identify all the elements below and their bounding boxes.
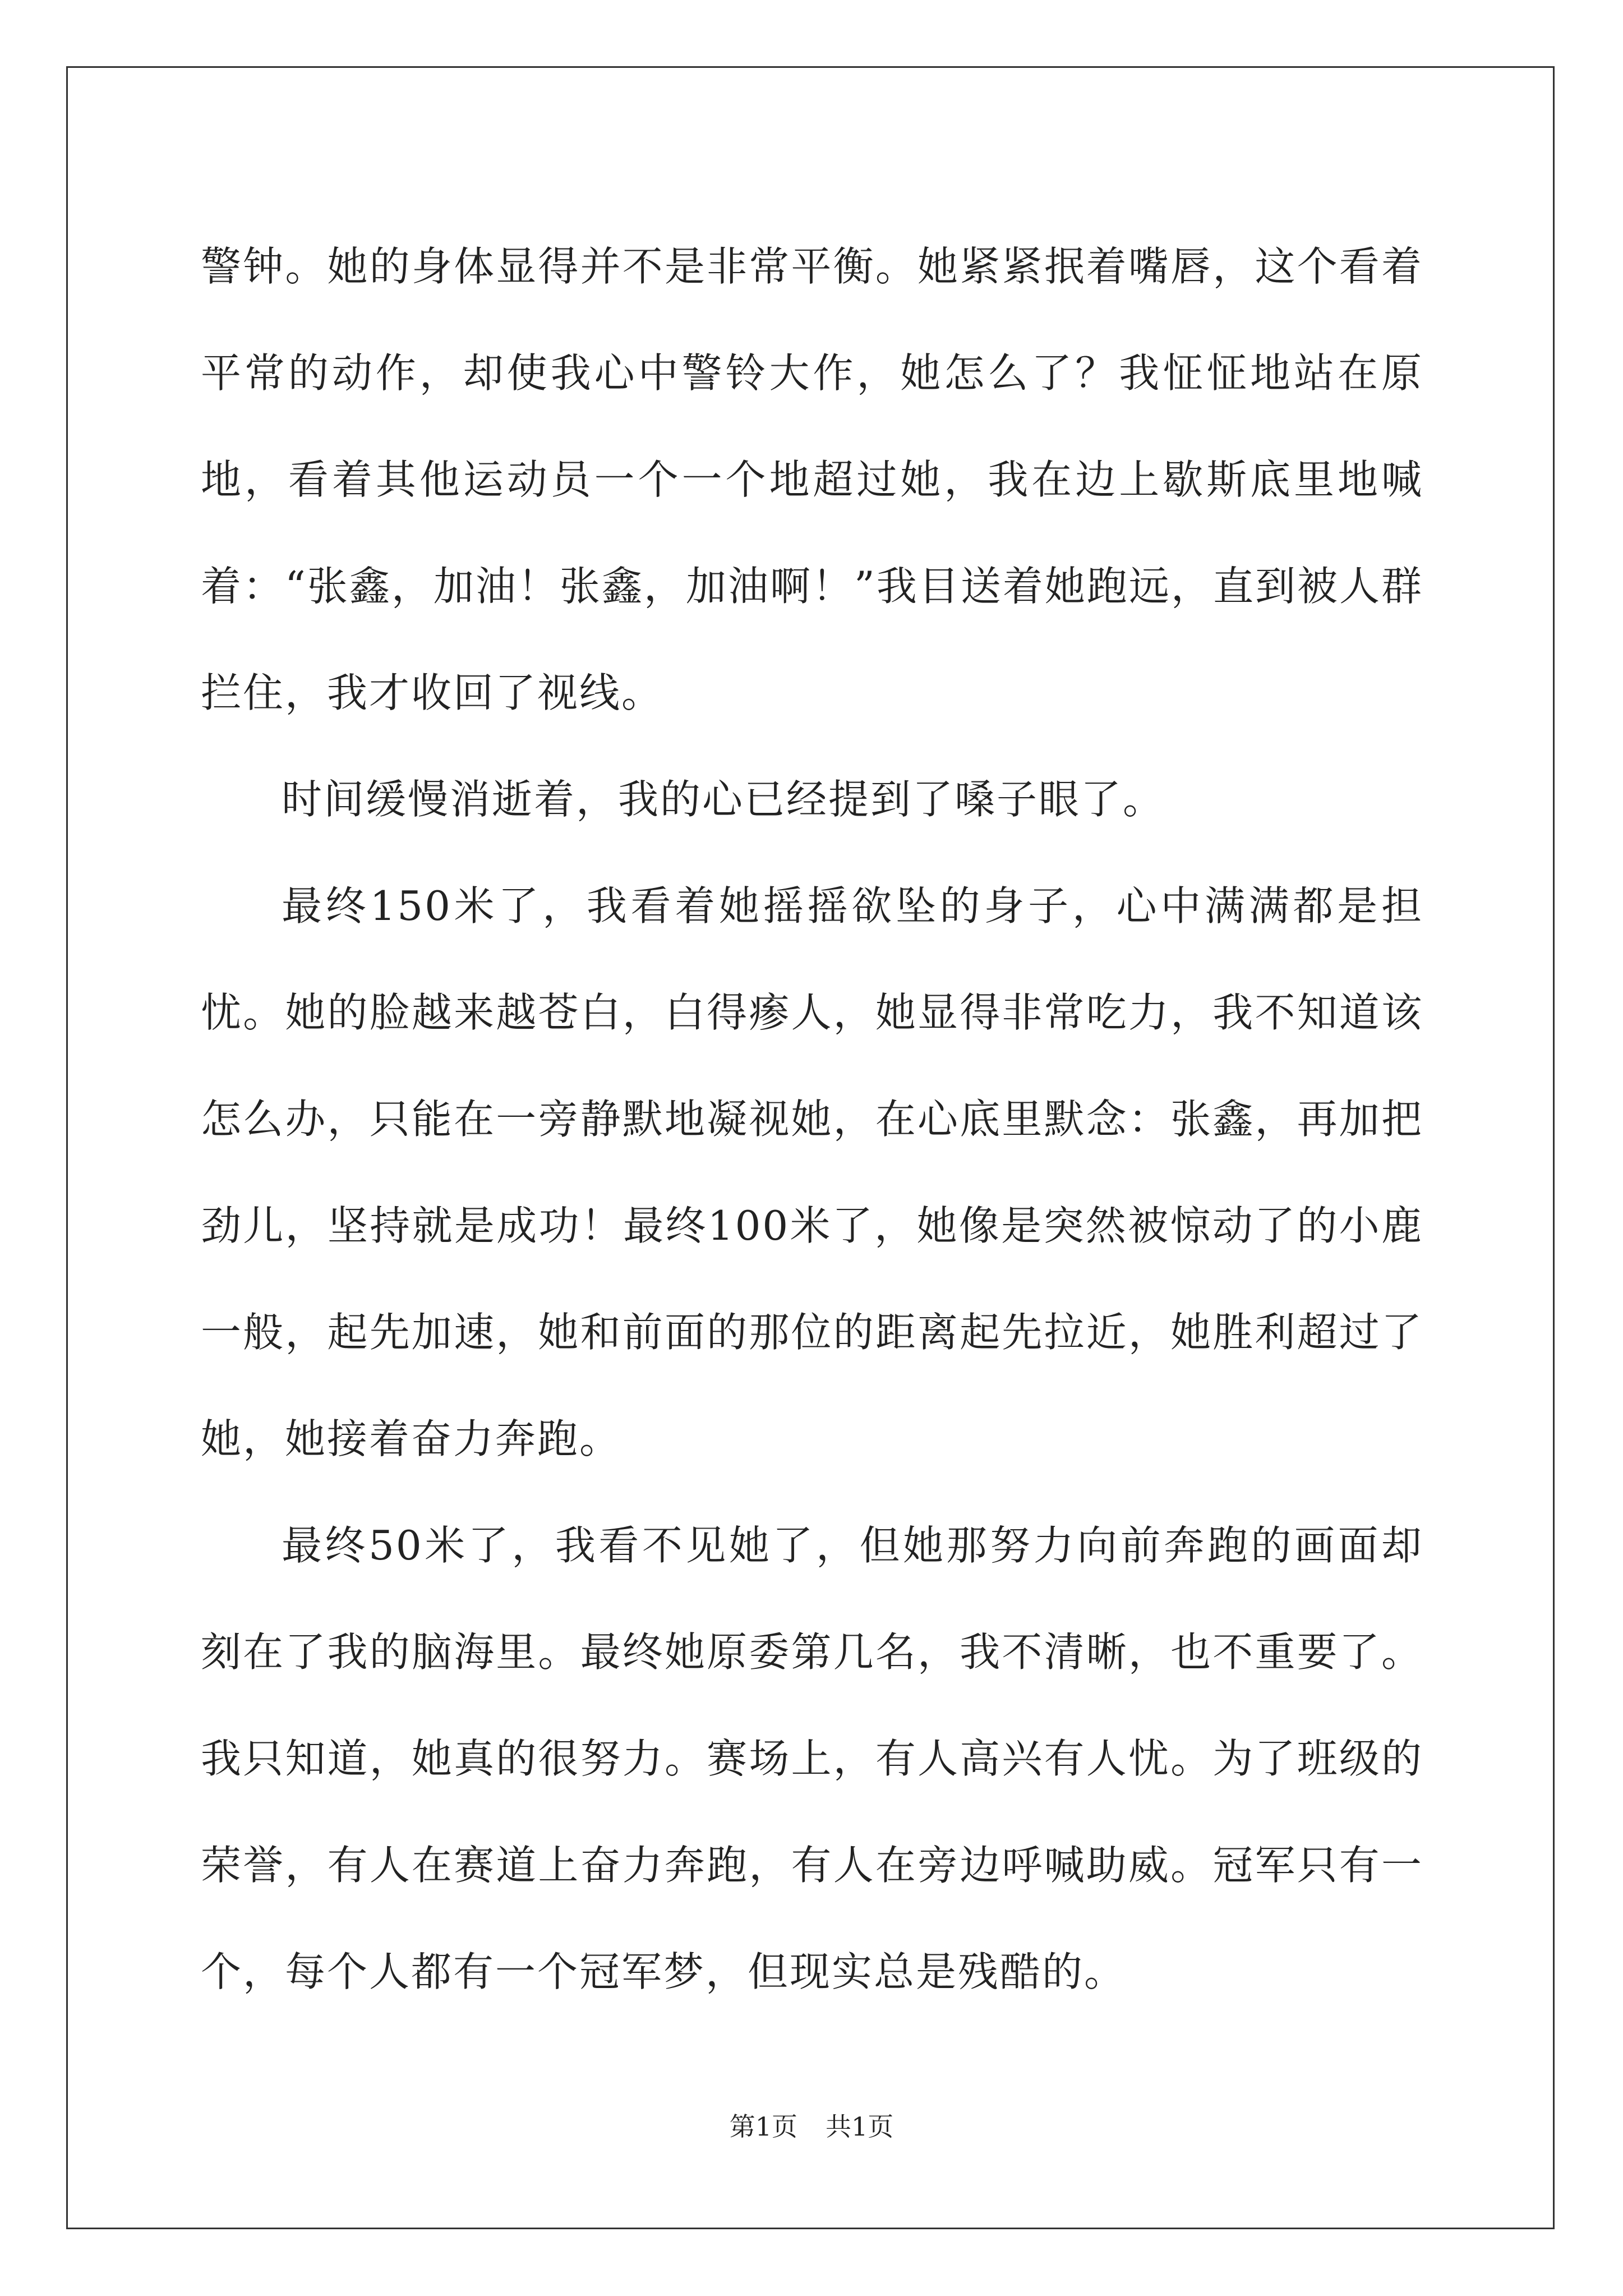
page-number-current: 第1页 bbox=[729, 2111, 797, 2142]
document-body bbox=[201, 213, 1423, 2025]
paragraph-2: 时间缓慢消逝着，我的心已经提到了嗓子眼了。 bbox=[282, 776, 1165, 823]
page-footer bbox=[0, 2106, 1623, 2143]
paragraph-3: 最终150米了，我看着她摇摇欲坠的身子，心中满满都是担忧。她的脸越来越苍白，白得瘆人，她显得非常吃力，我不知道该怎么办，只能在一旁静默地凝视她，在心底里默念：张鑫，再加把劲儿，坚持就是成功！最终100米了，她像是突然被惊动了的小鹿一般，起先加速，她和前面的那位的距离起先拉近，她胜利超过了她，她接着奋力奔跑。 bbox=[201, 882, 1423, 1462]
paragraph-1: 警钟。她的身体显得并不是非常平衡。她紧紧抿着嘴唇，这个看着平常的动作，却使我心中警铃大作，她怎么了？我怔怔地站在原地，看着其他运动员一个一个地超过她，我在边上歇斯底里地喊着：“张鑫，加油！张鑫，加油啊！”我目送着她跑远，直到被人群拦住，我才收回了视线。 bbox=[201, 243, 1423, 716]
paragraph-4: 最终50米了，我看不见她了，但她那努力向前奔跑的画面却刻在了我的脑海里。最终她原委第几名，我不清晰，也不重要了。我只知道，她真的很努力。赛场上，有人高兴有人忧。为了班级的荣誉，有人在赛道上奋力奔跑，有人在旁边呼喊助威。冠军只有一个，每个人都有一个冠军梦，但现实总是残酷的。 bbox=[201, 1522, 1423, 1995]
page-number-total: 共1页 bbox=[826, 2111, 894, 2142]
